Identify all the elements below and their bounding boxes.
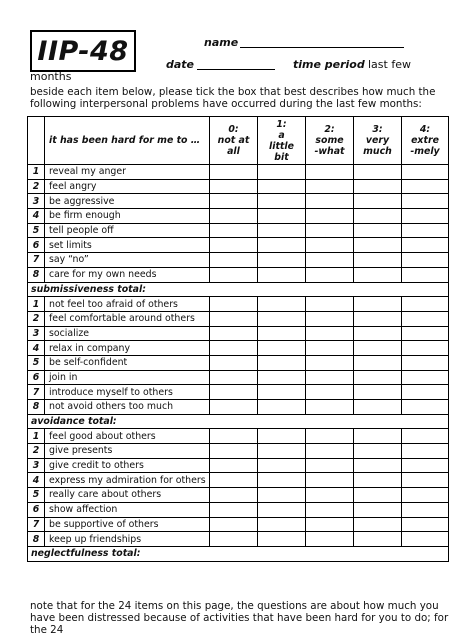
- rating-box-1[interactable]: [258, 165, 306, 180]
- table-row: [28, 326, 449, 341]
- table-row: [28, 532, 449, 547]
- rating-box-1[interactable]: [258, 179, 306, 194]
- table-row: [28, 341, 449, 356]
- rating-box-1[interactable]: [258, 385, 306, 400]
- rating-box-0[interactable]: [210, 165, 258, 180]
- scale-header-4: 4: extre -mely: [402, 117, 449, 165]
- item-text: feel good about others: [45, 429, 210, 444]
- rating-box-3[interactable]: [354, 311, 402, 326]
- name-field[interactable]: [240, 47, 404, 48]
- rating-box-3[interactable]: [354, 223, 402, 238]
- rating-box-2[interactable]: [306, 502, 354, 517]
- rating-box-1[interactable]: [258, 532, 306, 547]
- scale-header-3: 3: very much: [354, 117, 402, 165]
- rating-box-1[interactable]: [258, 458, 306, 473]
- rating-box-0[interactable]: [210, 326, 258, 341]
- rating-box-1[interactable]: [258, 355, 306, 370]
- item-number: 3: [28, 326, 45, 341]
- rating-box-4[interactable]: [402, 370, 449, 385]
- rating-box-1[interactable]: [258, 517, 306, 532]
- rating-box-2[interactable]: [306, 385, 354, 400]
- rating-box-4[interactable]: [402, 502, 449, 517]
- rating-box-4[interactable]: [402, 326, 449, 341]
- item-text: really care about others: [45, 488, 210, 503]
- item-number: 2: [28, 179, 45, 194]
- item-number: 2: [28, 444, 45, 459]
- item-text: not feel too afraid of others: [45, 297, 210, 312]
- table-row: [28, 488, 449, 503]
- rating-box-4[interactable]: [402, 532, 449, 547]
- table-row: [28, 179, 449, 194]
- rating-box-3[interactable]: [354, 429, 402, 444]
- rating-box-2[interactable]: [306, 400, 354, 415]
- rating-box-2[interactable]: [306, 179, 354, 194]
- time-period-label: time period: [293, 58, 365, 71]
- table-row: [28, 370, 449, 385]
- item-text: keep up friendships: [45, 532, 210, 547]
- rating-box-3[interactable]: [354, 400, 402, 415]
- rating-box-2[interactable]: [306, 165, 354, 180]
- rating-box-3[interactable]: [354, 179, 402, 194]
- rating-box-4[interactable]: [402, 458, 449, 473]
- rating-box-4[interactable]: [402, 297, 449, 312]
- rating-box-4[interactable]: [402, 194, 449, 209]
- item-number: 4: [28, 209, 45, 224]
- rating-box-1[interactable]: [258, 341, 306, 356]
- item-text: relax in company: [45, 341, 210, 356]
- rating-box-3[interactable]: [354, 238, 402, 253]
- rating-box-2[interactable]: [306, 488, 354, 503]
- item-number: 3: [28, 194, 45, 209]
- item-text: not avoid others too much: [45, 400, 210, 415]
- item-text: give presents: [45, 444, 210, 459]
- rating-box-0[interactable]: [210, 502, 258, 517]
- rating-box-1[interactable]: [258, 238, 306, 253]
- item-number: 7: [28, 253, 45, 268]
- rating-box-3[interactable]: [354, 532, 402, 547]
- item-number: 7: [28, 517, 45, 532]
- rating-box-3[interactable]: [354, 502, 402, 517]
- rating-box-3[interactable]: [354, 326, 402, 341]
- rating-box-4[interactable]: [402, 488, 449, 503]
- rating-box-3[interactable]: [354, 341, 402, 356]
- footer-note: note that for the 24 items on this page, the questions are about how much you have been distressed because of activities that have been hard for you to do; for the 24: [30, 600, 449, 636]
- rating-box-4[interactable]: [402, 311, 449, 326]
- rating-box-1[interactable]: [258, 223, 306, 238]
- rating-box-0[interactable]: [210, 209, 258, 224]
- rating-box-2[interactable]: [306, 194, 354, 209]
- rating-box-1[interactable]: [258, 444, 306, 459]
- rating-box-3[interactable]: [354, 473, 402, 488]
- item-number: 5: [28, 223, 45, 238]
- item-text: show affection: [45, 502, 210, 517]
- item-number: 7: [28, 385, 45, 400]
- rating-box-3[interactable]: [354, 209, 402, 224]
- rating-box-3[interactable]: [354, 517, 402, 532]
- rating-box-3[interactable]: [354, 267, 402, 282]
- item-text: be self-confident: [45, 355, 210, 370]
- rating-box-3[interactable]: [354, 194, 402, 209]
- table-row: [28, 458, 449, 473]
- date-label: date: [166, 58, 195, 71]
- rating-box-4[interactable]: [402, 165, 449, 180]
- rating-box-1[interactable]: [258, 194, 306, 209]
- rating-box-0[interactable]: [210, 267, 258, 282]
- scale-header-2: 2: some -what: [306, 117, 354, 165]
- item-text: socialize: [45, 326, 210, 341]
- total-row: [28, 282, 449, 297]
- table-row: [28, 194, 449, 209]
- item-number: 8: [28, 400, 45, 415]
- rating-box-0[interactable]: [210, 370, 258, 385]
- table-row: [28, 473, 449, 488]
- rating-box-0[interactable]: [210, 194, 258, 209]
- item-number: 8: [28, 532, 45, 547]
- table-row: [28, 355, 449, 370]
- item-number: 1: [28, 297, 45, 312]
- item-text: set limits: [45, 238, 210, 253]
- rating-box-0[interactable]: [210, 488, 258, 503]
- table-row: [28, 444, 449, 459]
- rating-box-2[interactable]: [306, 355, 354, 370]
- item-text: say “no”: [45, 253, 210, 268]
- rating-box-0[interactable]: [210, 444, 258, 459]
- rating-box-2[interactable]: [306, 532, 354, 547]
- rating-box-0[interactable]: [210, 517, 258, 532]
- rating-box-2[interactable]: [306, 370, 354, 385]
- item-text: reveal my anger: [45, 165, 210, 180]
- table-row: [28, 385, 449, 400]
- rating-box-4[interactable]: [402, 341, 449, 356]
- rating-box-1[interactable]: [258, 502, 306, 517]
- rating-box-1[interactable]: [258, 253, 306, 268]
- item-number: 6: [28, 238, 45, 253]
- item-number: 2: [28, 311, 45, 326]
- name-label: name: [204, 36, 239, 49]
- table-row: [28, 517, 449, 532]
- rating-box-0[interactable]: [210, 458, 258, 473]
- header-num-cell: [28, 117, 45, 165]
- item-text: introduce myself to others: [45, 385, 210, 400]
- date-field[interactable]: [197, 69, 275, 70]
- rating-box-2[interactable]: [306, 517, 354, 532]
- rating-box-0[interactable]: [210, 297, 258, 312]
- item-number: 4: [28, 341, 45, 356]
- rating-box-0[interactable]: [210, 385, 258, 400]
- rating-box-4[interactable]: [402, 179, 449, 194]
- section-total-label: avoidance total:: [28, 414, 449, 429]
- table-row: [28, 502, 449, 517]
- rating-box-3[interactable]: [354, 355, 402, 370]
- rating-box-1[interactable]: [258, 297, 306, 312]
- rating-box-2[interactable]: [306, 429, 354, 444]
- rating-box-3[interactable]: [354, 458, 402, 473]
- rating-box-3[interactable]: [354, 488, 402, 503]
- rating-box-0[interactable]: [210, 253, 258, 268]
- rating-box-4[interactable]: [402, 444, 449, 459]
- table-row: [28, 238, 449, 253]
- rating-box-4[interactable]: [402, 223, 449, 238]
- rating-box-1[interactable]: [258, 370, 306, 385]
- rating-box-1[interactable]: [258, 209, 306, 224]
- rating-box-1[interactable]: [258, 488, 306, 503]
- question-header: it has been hard for me to …: [45, 117, 210, 165]
- table-row: [28, 400, 449, 415]
- rating-box-0[interactable]: [210, 179, 258, 194]
- rating-box-4[interactable]: [402, 400, 449, 415]
- logo: IIP-48: [37, 35, 129, 67]
- item-text: express my admiration for others: [45, 473, 210, 488]
- item-number: 1: [28, 429, 45, 444]
- rating-box-4[interactable]: [402, 429, 449, 444]
- rating-box-4[interactable]: [402, 355, 449, 370]
- section-total-label: submissiveness total:: [28, 282, 449, 297]
- rating-box-0[interactable]: [210, 341, 258, 356]
- rating-box-0[interactable]: [210, 532, 258, 547]
- item-number: 3: [28, 458, 45, 473]
- instructions: beside each item below, please tick the box that best describes how much the following interpersonal problems have occurred during the last few months:: [30, 86, 436, 110]
- questionnaire-grid: [27, 116, 449, 562]
- rating-box-0[interactable]: [210, 355, 258, 370]
- rating-box-1[interactable]: [258, 311, 306, 326]
- rating-box-2[interactable]: [306, 341, 354, 356]
- rating-box-2[interactable]: [306, 297, 354, 312]
- item-text: be supportive of others: [45, 517, 210, 532]
- rating-box-3[interactable]: [354, 165, 402, 180]
- rating-box-0[interactable]: [210, 429, 258, 444]
- rating-box-1[interactable]: [258, 429, 306, 444]
- rating-box-4[interactable]: [402, 385, 449, 400]
- table-row: [28, 209, 449, 224]
- item-number: 5: [28, 355, 45, 370]
- table-row: [28, 297, 449, 312]
- total-row: [28, 414, 449, 429]
- rating-box-2[interactable]: [306, 238, 354, 253]
- item-text: be aggressive: [45, 194, 210, 209]
- item-number: 4: [28, 473, 45, 488]
- item-number: 5: [28, 488, 45, 503]
- rating-box-2[interactable]: [306, 326, 354, 341]
- item-text: care for my own needs: [45, 267, 210, 282]
- logo-box: [30, 30, 136, 72]
- rating-box-2[interactable]: [306, 311, 354, 326]
- rating-box-4[interactable]: [402, 267, 449, 282]
- rating-box-0[interactable]: [210, 311, 258, 326]
- rating-box-1[interactable]: [258, 267, 306, 282]
- table-header-row: [28, 117, 449, 165]
- rating-box-0[interactable]: [210, 238, 258, 253]
- rating-box-1[interactable]: [258, 326, 306, 341]
- item-text: join in: [45, 370, 210, 385]
- item-number: 8: [28, 267, 45, 282]
- rating-box-1[interactable]: [258, 400, 306, 415]
- rating-box-2[interactable]: [306, 458, 354, 473]
- table-row: [28, 223, 449, 238]
- rating-box-3[interactable]: [354, 444, 402, 459]
- item-text: be firm enough: [45, 209, 210, 224]
- rating-box-0[interactable]: [210, 223, 258, 238]
- item-number: 6: [28, 370, 45, 385]
- item-text: give credit to others: [45, 458, 210, 473]
- rating-box-1[interactable]: [258, 473, 306, 488]
- item-text: feel angry: [45, 179, 210, 194]
- rating-box-4[interactable]: [402, 473, 449, 488]
- rating-box-3[interactable]: [354, 385, 402, 400]
- rating-box-0[interactable]: [210, 400, 258, 415]
- rating-box-4[interactable]: [402, 253, 449, 268]
- table-row: [28, 253, 449, 268]
- scale-header-1: 1: a little bit: [258, 117, 306, 165]
- rating-box-3[interactable]: [354, 370, 402, 385]
- rating-box-2[interactable]: [306, 253, 354, 268]
- time-period-value: last few: [368, 58, 411, 71]
- rating-box-0[interactable]: [210, 473, 258, 488]
- rating-box-4[interactable]: [402, 209, 449, 224]
- section-total-label: neglectfulness total:: [28, 546, 449, 561]
- rating-box-3[interactable]: [354, 297, 402, 312]
- total-row: [28, 546, 449, 561]
- item-number: 6: [28, 502, 45, 517]
- rating-box-2[interactable]: [306, 223, 354, 238]
- rating-box-4[interactable]: [402, 517, 449, 532]
- rating-box-2[interactable]: [306, 267, 354, 282]
- table-row: [28, 165, 449, 180]
- table-row: [28, 267, 449, 282]
- rating-box-2[interactable]: [306, 209, 354, 224]
- rating-box-3[interactable]: [354, 253, 402, 268]
- table-row: [28, 311, 449, 326]
- time-period-cont: months: [30, 70, 72, 83]
- rating-box-2[interactable]: [306, 444, 354, 459]
- item-text: feel comfortable around others: [45, 311, 210, 326]
- table-row: [28, 429, 449, 444]
- item-text: tell people off: [45, 223, 210, 238]
- item-number: 1: [28, 165, 45, 180]
- scale-header-0: 0: not at all: [210, 117, 258, 165]
- rating-box-4[interactable]: [402, 238, 449, 253]
- rating-box-2[interactable]: [306, 473, 354, 488]
